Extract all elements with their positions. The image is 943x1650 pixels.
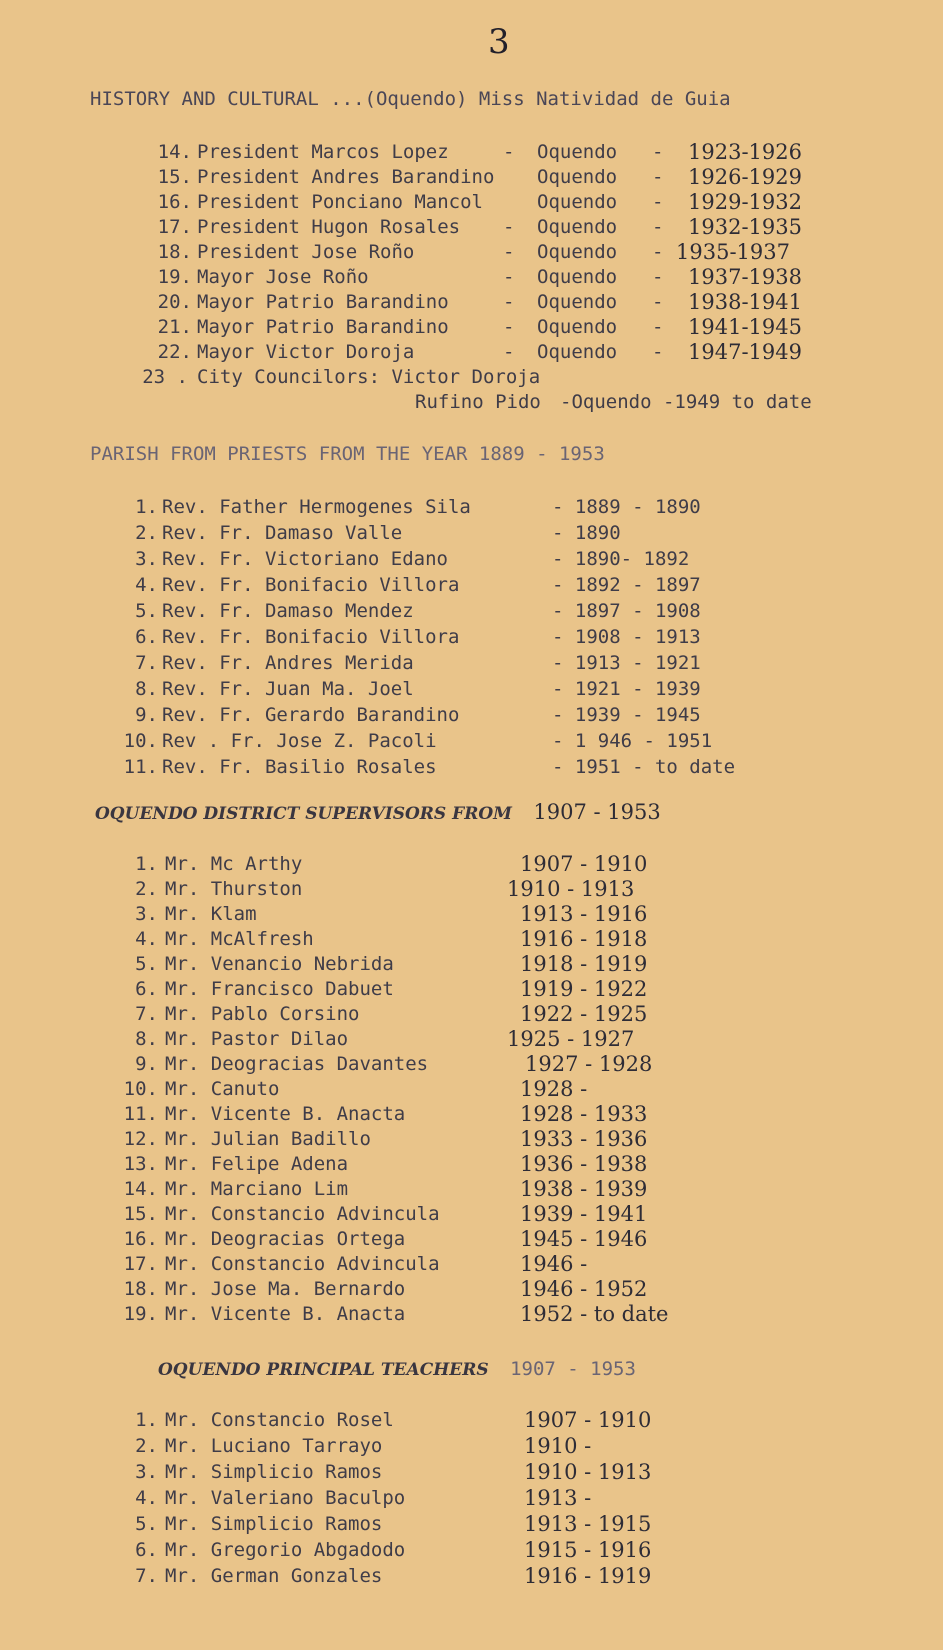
item-number: 6. xyxy=(135,626,158,648)
supervisors-years: 1907 - 1953 xyxy=(533,800,661,824)
item-years: 1918 - 1919 xyxy=(520,952,648,976)
item-years: 1923-1926 xyxy=(688,140,802,164)
item-years: - 1951 - to date xyxy=(552,756,736,778)
supervisors-heading xyxy=(95,800,661,824)
item-number: 6. xyxy=(135,978,158,1000)
item-name: President Hugon Rosales xyxy=(197,216,461,238)
item-number: 7. xyxy=(135,1003,158,1025)
item-number: 21. xyxy=(157,316,192,338)
item-years: 1947-1949 xyxy=(688,340,802,364)
item-number: 17. xyxy=(123,1253,158,1275)
item-name: Rev. Fr. Basilio Rosales xyxy=(162,756,437,778)
item-name: Mr. German Gonzales xyxy=(165,1565,383,1587)
item-dash: - xyxy=(652,316,664,338)
item-place: Oquendo xyxy=(537,316,618,338)
item-number: 4. xyxy=(135,928,158,950)
item-years: 1916 - 1918 xyxy=(520,927,648,951)
item-years: 1952 - to date xyxy=(520,1302,669,1326)
item-years: 1925 - 1927 xyxy=(507,1027,635,1051)
item-name: Rev. Fr. Gerardo Barandino xyxy=(162,704,460,726)
item-name: Mr. Marciano Lim xyxy=(165,1178,349,1200)
item-name: Rev. Fr. Andres Merida xyxy=(162,652,414,674)
council-tail: -Oquendo -1949 to date xyxy=(560,391,812,413)
item-years: 1928 - xyxy=(520,1077,588,1101)
item-number: 20. xyxy=(157,291,192,313)
item-number: 7. xyxy=(135,1565,158,1587)
item-years: 1933 - 1936 xyxy=(520,1127,648,1151)
item-name: Mr. Gregorio Abgadodo xyxy=(165,1539,406,1561)
item-years: 1937-1938 xyxy=(688,265,802,289)
item-number: 23 . xyxy=(142,366,188,388)
item-years: 1932-1935 xyxy=(688,215,802,239)
item-years: - 1908 - 1913 xyxy=(552,626,701,648)
history-heading: HISTORY AND CULTURAL ...(Oquendo) Miss Natividad de Guia xyxy=(90,88,731,110)
item-name: President Ponciano Mancol xyxy=(197,191,483,213)
item-number: 2. xyxy=(135,522,158,544)
item-name: Mr. Constancio Rosel xyxy=(165,1409,394,1431)
item-years: 1929-1932 xyxy=(688,190,802,214)
item-number: 19. xyxy=(157,266,192,288)
item-years: - 1913 - 1921 xyxy=(552,652,701,674)
item-years: - 1890- 1892 xyxy=(552,548,690,570)
item-name: President Jose Roño xyxy=(197,241,415,263)
item-number: 16. xyxy=(157,191,192,213)
item-years: 1910 - 1913 xyxy=(524,1460,652,1484)
item-years: 1941-1945 xyxy=(688,315,802,339)
item-dash: - xyxy=(503,316,515,338)
item-number: 11. xyxy=(123,756,158,778)
item-number: 10. xyxy=(123,1078,158,1100)
item-name: Mr. Jose Ma. Bernardo xyxy=(165,1278,406,1300)
item-years: 1935-1937 xyxy=(676,240,790,264)
item-name: Mr. Canuto xyxy=(165,1078,280,1100)
item-name: Mr. Simplicio Ramos xyxy=(165,1461,383,1483)
item-years: - 1890 xyxy=(552,522,621,544)
item-dash: - xyxy=(652,241,664,263)
item-years: - 1892 - 1897 xyxy=(552,574,701,596)
item-years: 1915 - 1916 xyxy=(524,1538,652,1562)
item-name: Mr. Venancio Nebrida xyxy=(165,953,394,975)
item-dash: - xyxy=(652,291,664,313)
item-name: Mr. Deogracias Ortega xyxy=(165,1228,406,1250)
item-number: 3. xyxy=(135,1461,158,1483)
item-years: 1913 - 1915 xyxy=(524,1512,652,1536)
item-name: Mr. Julian Badillo xyxy=(165,1128,371,1150)
item-number: 14. xyxy=(157,141,192,163)
item-years: 1938-1941 xyxy=(688,290,802,314)
supervisors-title: OQUENDO DISTRICT SUPERVISORS FROM xyxy=(95,804,512,824)
item-name: Mayor Patrio Barandino xyxy=(197,316,449,338)
item-name: Mr. Pablo Corsino xyxy=(165,1003,360,1025)
item-number: 6. xyxy=(135,1539,158,1561)
item-years: - 1921 - 1939 xyxy=(552,678,701,700)
item-place: Oquendo xyxy=(537,341,618,363)
item-years: 1922 - 1925 xyxy=(520,1002,648,1026)
item-number: 9. xyxy=(135,704,158,726)
item-number: 15. xyxy=(123,1203,158,1225)
item-dash: - xyxy=(652,166,664,188)
item-dash: - xyxy=(503,141,515,163)
item-name: Mr. Pastor Dilao xyxy=(165,1028,349,1050)
item-place: Oquendo xyxy=(537,291,618,313)
item-dash: - xyxy=(503,241,515,263)
item-name: Mr. Luciano Tarrayo xyxy=(165,1435,383,1457)
item-years: - 1939 - 1945 xyxy=(552,704,701,726)
item-years: 1946 - 1952 xyxy=(520,1277,648,1301)
item-name: Mr. Mc Arthy xyxy=(165,853,303,875)
item-number: 15. xyxy=(157,166,192,188)
item-number: 2. xyxy=(135,878,158,900)
item-name: Mr. Deogracias Davantes xyxy=(165,1053,429,1075)
item-number: 4. xyxy=(135,1487,158,1509)
item-number: 2. xyxy=(135,1435,158,1457)
item-number: 7. xyxy=(135,652,158,674)
item-years: - 1889 - 1890 xyxy=(552,496,701,518)
item-dash: - xyxy=(503,216,515,238)
item-years: 1913 - 1916 xyxy=(520,902,648,926)
page-number: 3 xyxy=(488,22,510,62)
item-name: Mr. Constancio Advincula xyxy=(165,1253,440,1275)
item-name: Mr. Constancio Advincula xyxy=(165,1203,440,1225)
item-name: Mayor Patrio Barandino xyxy=(197,291,449,313)
item-number: 10. xyxy=(123,730,158,752)
item-years: 1919 - 1922 xyxy=(520,977,648,1001)
principals-title: OQUENDO PRINCIPAL TEACHERS xyxy=(158,1360,489,1380)
item-name: Mr. Vicente B. Anacta xyxy=(165,1303,406,1325)
item-years: 1946 - xyxy=(520,1252,588,1276)
council-label: City Councilors: Victor Doroja xyxy=(197,366,541,388)
item-years: 1926-1929 xyxy=(688,165,802,189)
item-name: Rev. Fr. Damaso Mendez xyxy=(162,600,414,622)
item-number: 22. xyxy=(157,341,192,363)
item-dash: - xyxy=(652,141,664,163)
item-years: 1910 - 1913 xyxy=(507,877,635,901)
item-name: President Marcos Lopez xyxy=(197,141,449,163)
item-number: 18. xyxy=(123,1278,158,1300)
principals-heading xyxy=(158,1358,636,1380)
item-name: Rev. Fr. Damaso Valle xyxy=(162,522,403,544)
item-dash: - xyxy=(503,266,515,288)
item-years: - 1897 - 1908 xyxy=(552,600,701,622)
council-member: Rufino Pido xyxy=(415,391,541,413)
item-name: Mr. Felipe Adena xyxy=(165,1153,349,1175)
item-years: 1936 - 1938 xyxy=(520,1152,648,1176)
item-dash: - xyxy=(503,341,515,363)
item-name: President Andres Barandino xyxy=(197,166,495,188)
item-years: 1928 - 1933 xyxy=(520,1102,648,1126)
item-years: 1945 - 1946 xyxy=(520,1227,648,1251)
item-years: 1910 - xyxy=(524,1434,592,1458)
item-years: 1938 - 1939 xyxy=(520,1177,648,1201)
item-number: 18. xyxy=(157,241,192,263)
item-number: 19. xyxy=(123,1303,158,1325)
item-name: Mr. Simplicio Ramos xyxy=(165,1513,383,1535)
item-place: Oquendo xyxy=(537,216,618,238)
item-name: Mr. Thurston xyxy=(165,878,303,900)
item-number: 5. xyxy=(135,1513,158,1535)
item-number: 1. xyxy=(135,496,158,518)
item-number: 8. xyxy=(135,1028,158,1050)
item-number: 3. xyxy=(135,903,158,925)
item-dash: - xyxy=(652,341,664,363)
item-dash: - xyxy=(652,266,664,288)
item-dash: - xyxy=(503,291,515,313)
item-number: 8. xyxy=(135,678,158,700)
item-years: 1913 - xyxy=(524,1486,592,1510)
item-number: 14. xyxy=(123,1178,158,1200)
item-name: Rev. Fr. Victoriano Edano xyxy=(162,548,448,570)
item-name: Mayor Jose Roño xyxy=(197,266,369,288)
item-number: 1. xyxy=(135,1409,158,1431)
item-place: Oquendo xyxy=(537,166,618,188)
item-number: 16. xyxy=(123,1228,158,1250)
parish-heading: PARISH FROM PRIESTS FROM THE YEAR 1889 - 1953 xyxy=(90,443,605,465)
item-name: Mr. Valeriano Baculpo xyxy=(165,1487,406,1509)
item-number: 1. xyxy=(135,853,158,875)
item-years: 1907 - 1910 xyxy=(520,852,648,876)
principals-years: 1907 - 1953 xyxy=(510,1358,636,1380)
item-place: Oquendo xyxy=(537,191,618,213)
item-place: Oquendo xyxy=(537,266,618,288)
item-name: Mr. Francisco Dabuet xyxy=(165,978,394,1000)
item-name: Mr. Vicente B. Anacta xyxy=(165,1103,406,1125)
item-number: 5. xyxy=(135,600,158,622)
item-name: Mr. Klam xyxy=(165,903,257,925)
item-number: 12. xyxy=(123,1128,158,1150)
item-number: 9. xyxy=(135,1053,158,1075)
item-number: 5. xyxy=(135,953,158,975)
item-number: 11. xyxy=(123,1103,158,1125)
item-number: 13. xyxy=(123,1153,158,1175)
item-dash: - xyxy=(652,191,664,213)
item-years: 1927 - 1928 xyxy=(525,1052,653,1076)
item-years: - 1 946 - 1951 xyxy=(552,730,713,752)
item-years: 1916 - 1919 xyxy=(524,1564,652,1588)
item-name: Mr. McAlfresh xyxy=(165,928,314,950)
item-place: Oquendo xyxy=(537,241,618,263)
item-name: Rev. Fr. Bonifacio Villora xyxy=(162,626,460,648)
item-number: 4. xyxy=(135,574,158,596)
item-name: Rev. Fr. Juan Ma. Joel xyxy=(162,678,414,700)
item-dash: - xyxy=(652,216,664,238)
item-years: 1907 - 1910 xyxy=(524,1408,652,1432)
item-name: Rev. Fr. Bonifacio Villora xyxy=(162,574,460,596)
item-number: 3. xyxy=(135,548,158,570)
item-name: Mayor Victor Doroja xyxy=(197,341,415,363)
item-number: 17. xyxy=(157,216,192,238)
item-place: Oquendo xyxy=(537,141,618,163)
item-name: Rev. Father Hermogenes Sila xyxy=(162,496,471,518)
item-name: Rev . Fr. Jose Z. Pacoli xyxy=(162,730,437,752)
item-years: 1939 - 1941 xyxy=(520,1202,648,1226)
